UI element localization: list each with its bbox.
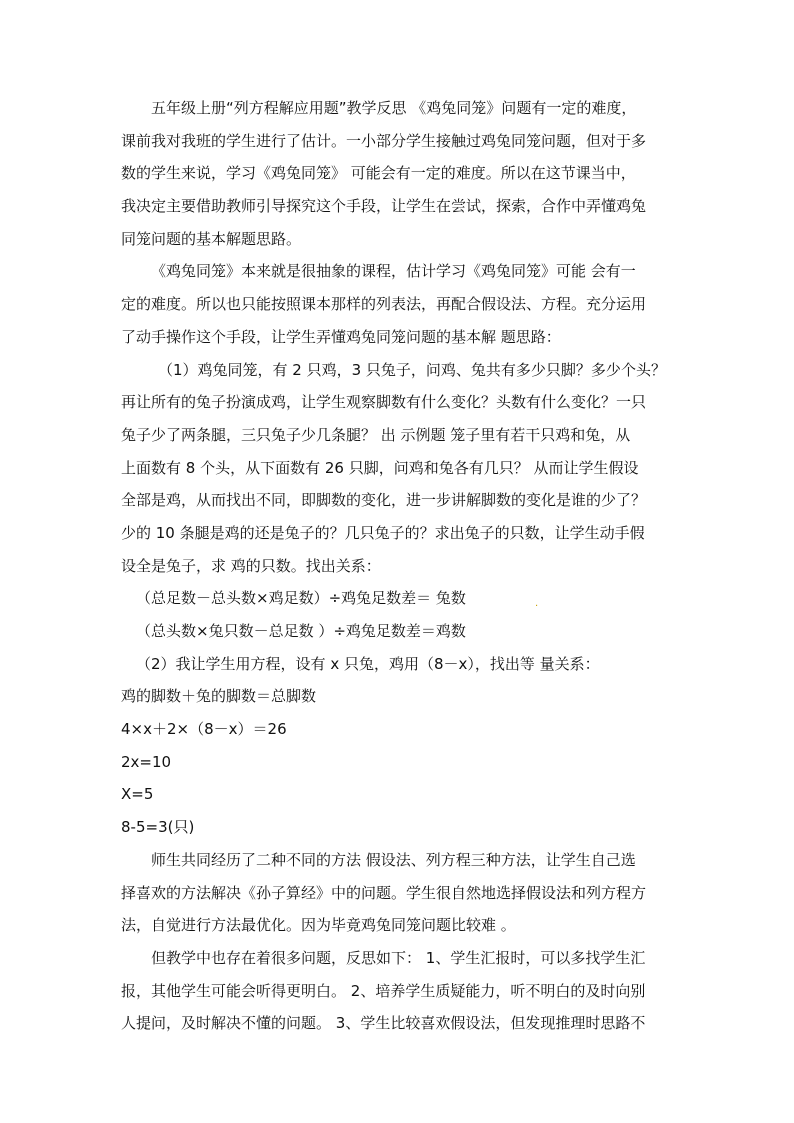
paragraph-line: 少的 10 条腿是鸡的还是兔子的？几只兔子的？求出兔子的只数，让学生动手假 bbox=[121, 523, 645, 542]
equation-line: 鸡的脚数＋兔的脚数＝总脚数 bbox=[121, 687, 317, 706]
paragraph-line: 法，自觉进行方法最优化。因为毕竟鸡兔同笼问题比较难 。 bbox=[121, 916, 516, 935]
paragraph-line: 再让所有的兔子扮演成鸡，让学生观察脚数有什么变化？头数有什么变化？一只 bbox=[121, 393, 647, 412]
paragraph-line: 同笼问题的基本解题思路。 bbox=[121, 229, 302, 248]
equation-line: 8-5=3(只) bbox=[121, 818, 195, 837]
paragraph-line: 报，其他学生可能会听得更明白。 2、培养学生质疑能力，听不明白的及时向别 bbox=[121, 981, 646, 1000]
formula-line: （总足数－总头数×鸡足数）÷鸡兔足数差＝ 兔数 bbox=[136, 589, 466, 608]
document-body bbox=[121, 92, 686, 1040]
paragraph-line: 兔子少了两条腿，三只兔子少几条腿？ 出 示例题 笼子里有若干只鸡和兔，从 bbox=[121, 425, 631, 444]
paragraph-line: 我决定主要借助教师引导探究这个手段，让学生在尝试，探索，合作中弄懂鸡兔 bbox=[121, 197, 647, 216]
paragraph-line: （1）鸡兔同笼，有 2 只鸡，3 只兔子，问鸡、兔共有多少只脚？多少个头？ bbox=[158, 360, 666, 379]
paragraph-line: 五年级上册“列方程解应用题”教学反思 《鸡兔同笼》问题有一定的难度， bbox=[151, 99, 637, 117]
paragraph-line: 《鸡兔同笼》本来就是很抽象的课程，估计学习《鸡兔同笼》可能 会有一 bbox=[151, 262, 636, 281]
equation-line: 2x=10 bbox=[121, 752, 172, 771]
paragraph-line: （2）我让学生用方程，设有 x 只兔，鸡用（8－x），找出等 量关系： bbox=[136, 654, 600, 673]
paragraph-line: 上面数有 8 个头，从下面数有 26 只脚，问鸡和兔各有几只？ 从而让学生假设 bbox=[121, 458, 639, 477]
paragraph-line: 但教学中也存在着很多问题，反思如下： 1、学生汇报时，可以多找学生汇 bbox=[151, 948, 646, 967]
equation-line: 4×x＋2×（8－x）＝26 bbox=[121, 720, 287, 739]
paragraph-line: 师生共同经历了二种不同的方法 假设法、列方程三种方法，让学生自己选 bbox=[151, 850, 636, 869]
paragraph-line: 人提问，及时解决不懂的问题。 3、学生比较喜欢假设法，但发现推理时思路不 bbox=[121, 1014, 646, 1033]
paragraph-line: 全部是鸡，从而找出不同，即脚数的变化，进一步讲解脚数的变化是谁的少了？ bbox=[121, 491, 647, 510]
paragraph-line: 定的难度。所以也只能按照课本那样的列表法，再配合假设法、方程。充分运用 bbox=[121, 295, 647, 314]
paragraph-line: 设全是兔子，求 鸡的只数。找出关系： bbox=[121, 556, 381, 575]
paragraph-line: 了动手操作这个手段，让学生弄懂鸡兔同笼问题的基本解 题思路： bbox=[121, 327, 561, 346]
stray-mark: . bbox=[535, 598, 539, 609]
paragraph-line: 数的学生来说，学习《鸡兔同笼》 可能会有一定的难度。所以在这节课当中， bbox=[121, 164, 636, 183]
paragraph-line: 课前我对我班的学生进行了估计。一小部分学生接触过鸡兔同笼问题，但对于多 bbox=[121, 131, 647, 150]
equation-line: X=5 bbox=[121, 785, 154, 804]
paragraph-line: 择喜欢的方法解决《孙子算经》中的问题。学生很自然地选择假设法和列方程方 bbox=[121, 883, 647, 902]
formula-line: （总头数×兔只数－总足数 ）÷鸡兔足数差＝鸡数 bbox=[136, 622, 466, 640]
